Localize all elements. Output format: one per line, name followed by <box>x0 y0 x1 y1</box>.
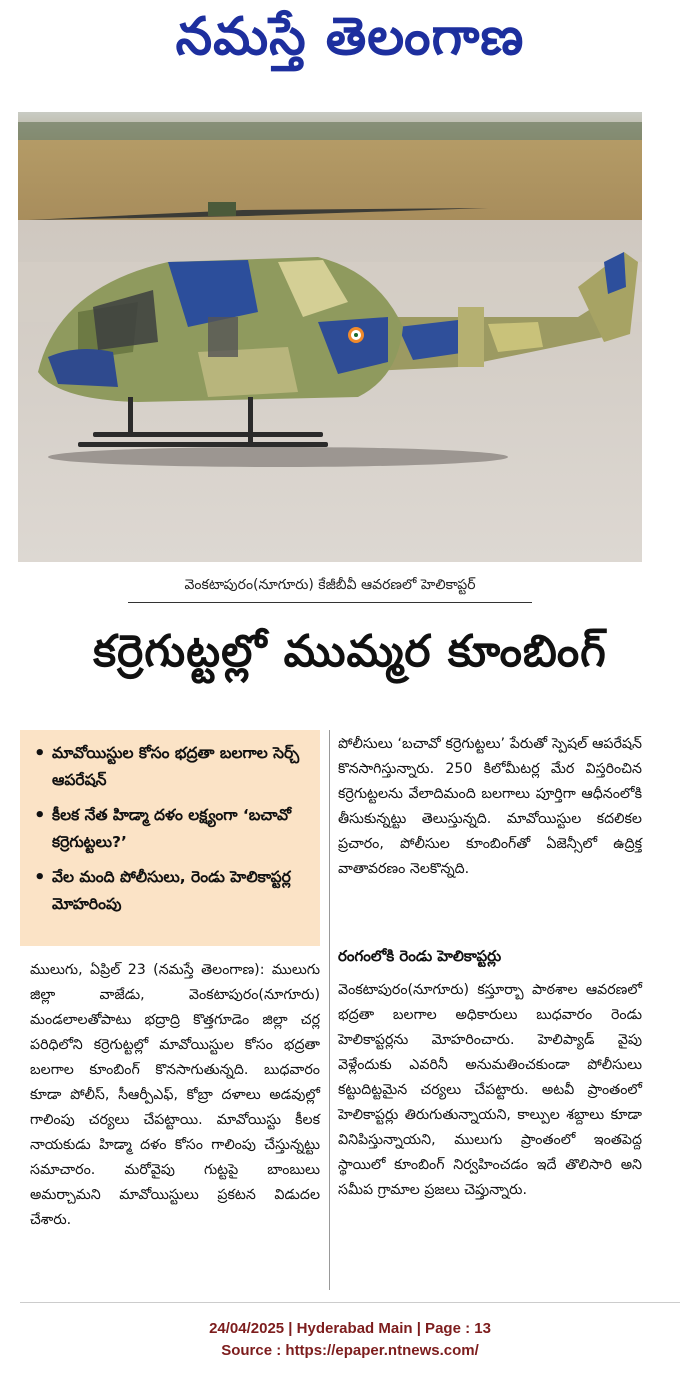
column-divider <box>329 730 330 1290</box>
highlight-text: కీలక నేత హిడ్మా దళం లక్ష్యంగా ‘బచావో కర్రెగుట్టలు?’ <box>52 806 292 851</box>
masthead <box>0 0 700 86</box>
highlight-item <box>34 864 308 918</box>
footer <box>0 1318 700 1362</box>
masthead-title: నమస్తే తెలంగాణ <box>175 6 525 67</box>
footer-date-edition: 24/04/2025 | Hyderabad Main | Page : 13 <box>209 1320 491 1337</box>
photo-caption: వెంకటాపురం(నూగూరు) కేజీబీవీ ఆవరణలో హెలికాప్టర్ <box>128 568 532 603</box>
footer-source: Source : https://epaper.ntnews.com/ <box>221 1342 479 1359</box>
bullet-icon: • <box>34 743 46 764</box>
highlight-text: మావోయిస్టుల కోసం భద్రతా బలగాల సెర్చ్ ఆపరేషన్ <box>52 744 300 789</box>
subheading: రంగంలోకి రెండు హెలికాప్టర్లు <box>338 947 502 965</box>
bullet-icon: • <box>34 805 46 826</box>
helicopter-photo <box>18 112 642 562</box>
headline: కర్రెగుట్టల్లో ముమ్మర కూంబింగ్ <box>93 626 607 677</box>
highlights-box <box>20 730 320 946</box>
footer-divider <box>20 1302 680 1303</box>
highlight-item <box>34 802 308 856</box>
article-body-right-bottom: వెంకటాపురం(నూగూరు) కస్తూర్బా పాఠశాల ఆవరణలో భద్రతా బలగాల అధికారులు బుధవారం రెండు హెలికాప్టర్లను మోహరించారు. హెలిప్యాడ్ వైపు వెళ్లేందుకు ఎవరినీ అనుమతించకుండా పోలీసులు కట్టుదిట్టమైన చర్యలు చేపట్టారు. అటవీ ప్రాంతంలో హెలికాప్టర్లు తిరుగుతున్నాయని, కాల్పుల శబ్దాలు కూడా వినిపిస్తున్నాయని, ములుగు ప్రాంతంలో ఇంతపెద్ద స్థాయిలో కూంబింగ్ నిర్వహించడం ఇదే తొలిసారి అని సమీప గ్రామాల ప్రజలు చెప్తున్నారు. <box>338 982 642 1198</box>
highlight-item <box>34 740 308 794</box>
bullet-icon: • <box>34 867 46 888</box>
article-body-left: ములుగు, ఏప్రిల్ 23 (నమస్తే తెలంగాణ): ములుగు జిల్లా వాజేడు, వెంకటాపురం(నూగూరు) మండలాలతోపాటు భద్రాద్రి కొత్తగూడెం జిల్లా చర్ల పరిధిలోని కర్రెగుట్టల్లో మావోయిస్టుల కోసం భద్రతా బలగాల కూంబింగ్ కొనసాగుతున్నది. బుధవారం కూడా పోలీస్, సీఆర్పీఎఫ్, కోబ్రా దళాలు అడవుల్లో గాలింపు చర్యలు చేపట్టాయి. మావోయిస్టు కీలక నాయకుడు హిడ్మా దళం కోసం గాలింపు చేస్తున్నట్టు సమాచారం. మరోవైపు గుట్టపై బాంబులు అమర్చామని మావోయిస్టులు ప్రకటన విడుదల చేశారు. <box>30 962 320 1228</box>
highlight-text: వేల మంది పోలీసులు, రెండు హెలికాప్టర్ల మోహరింపు <box>52 868 291 913</box>
article-body-right-top: పోలీసులు ‘బచావో కర్రెగుట్టలు’ పేరుతో స్పెషల్ ఆపరేషన్ కొనసాగిస్తున్నారు. 250 కిలోమీటర్ల మేర విస్తరించిన కర్రెగుట్టలను వేలాదిమంది బలగాలు పూర్తిగా ఆధీనంలోకి తీసుకున్నట్టు తెలుస్తున్నది. మావోయిస్టుల కదలికల ప్రచారం, పోలీసుల కూంబింగ్‌తో ఏజెన్సీలో ఉద్రిక్త వాతావరణం నెలకొన్నది. <box>338 736 642 877</box>
